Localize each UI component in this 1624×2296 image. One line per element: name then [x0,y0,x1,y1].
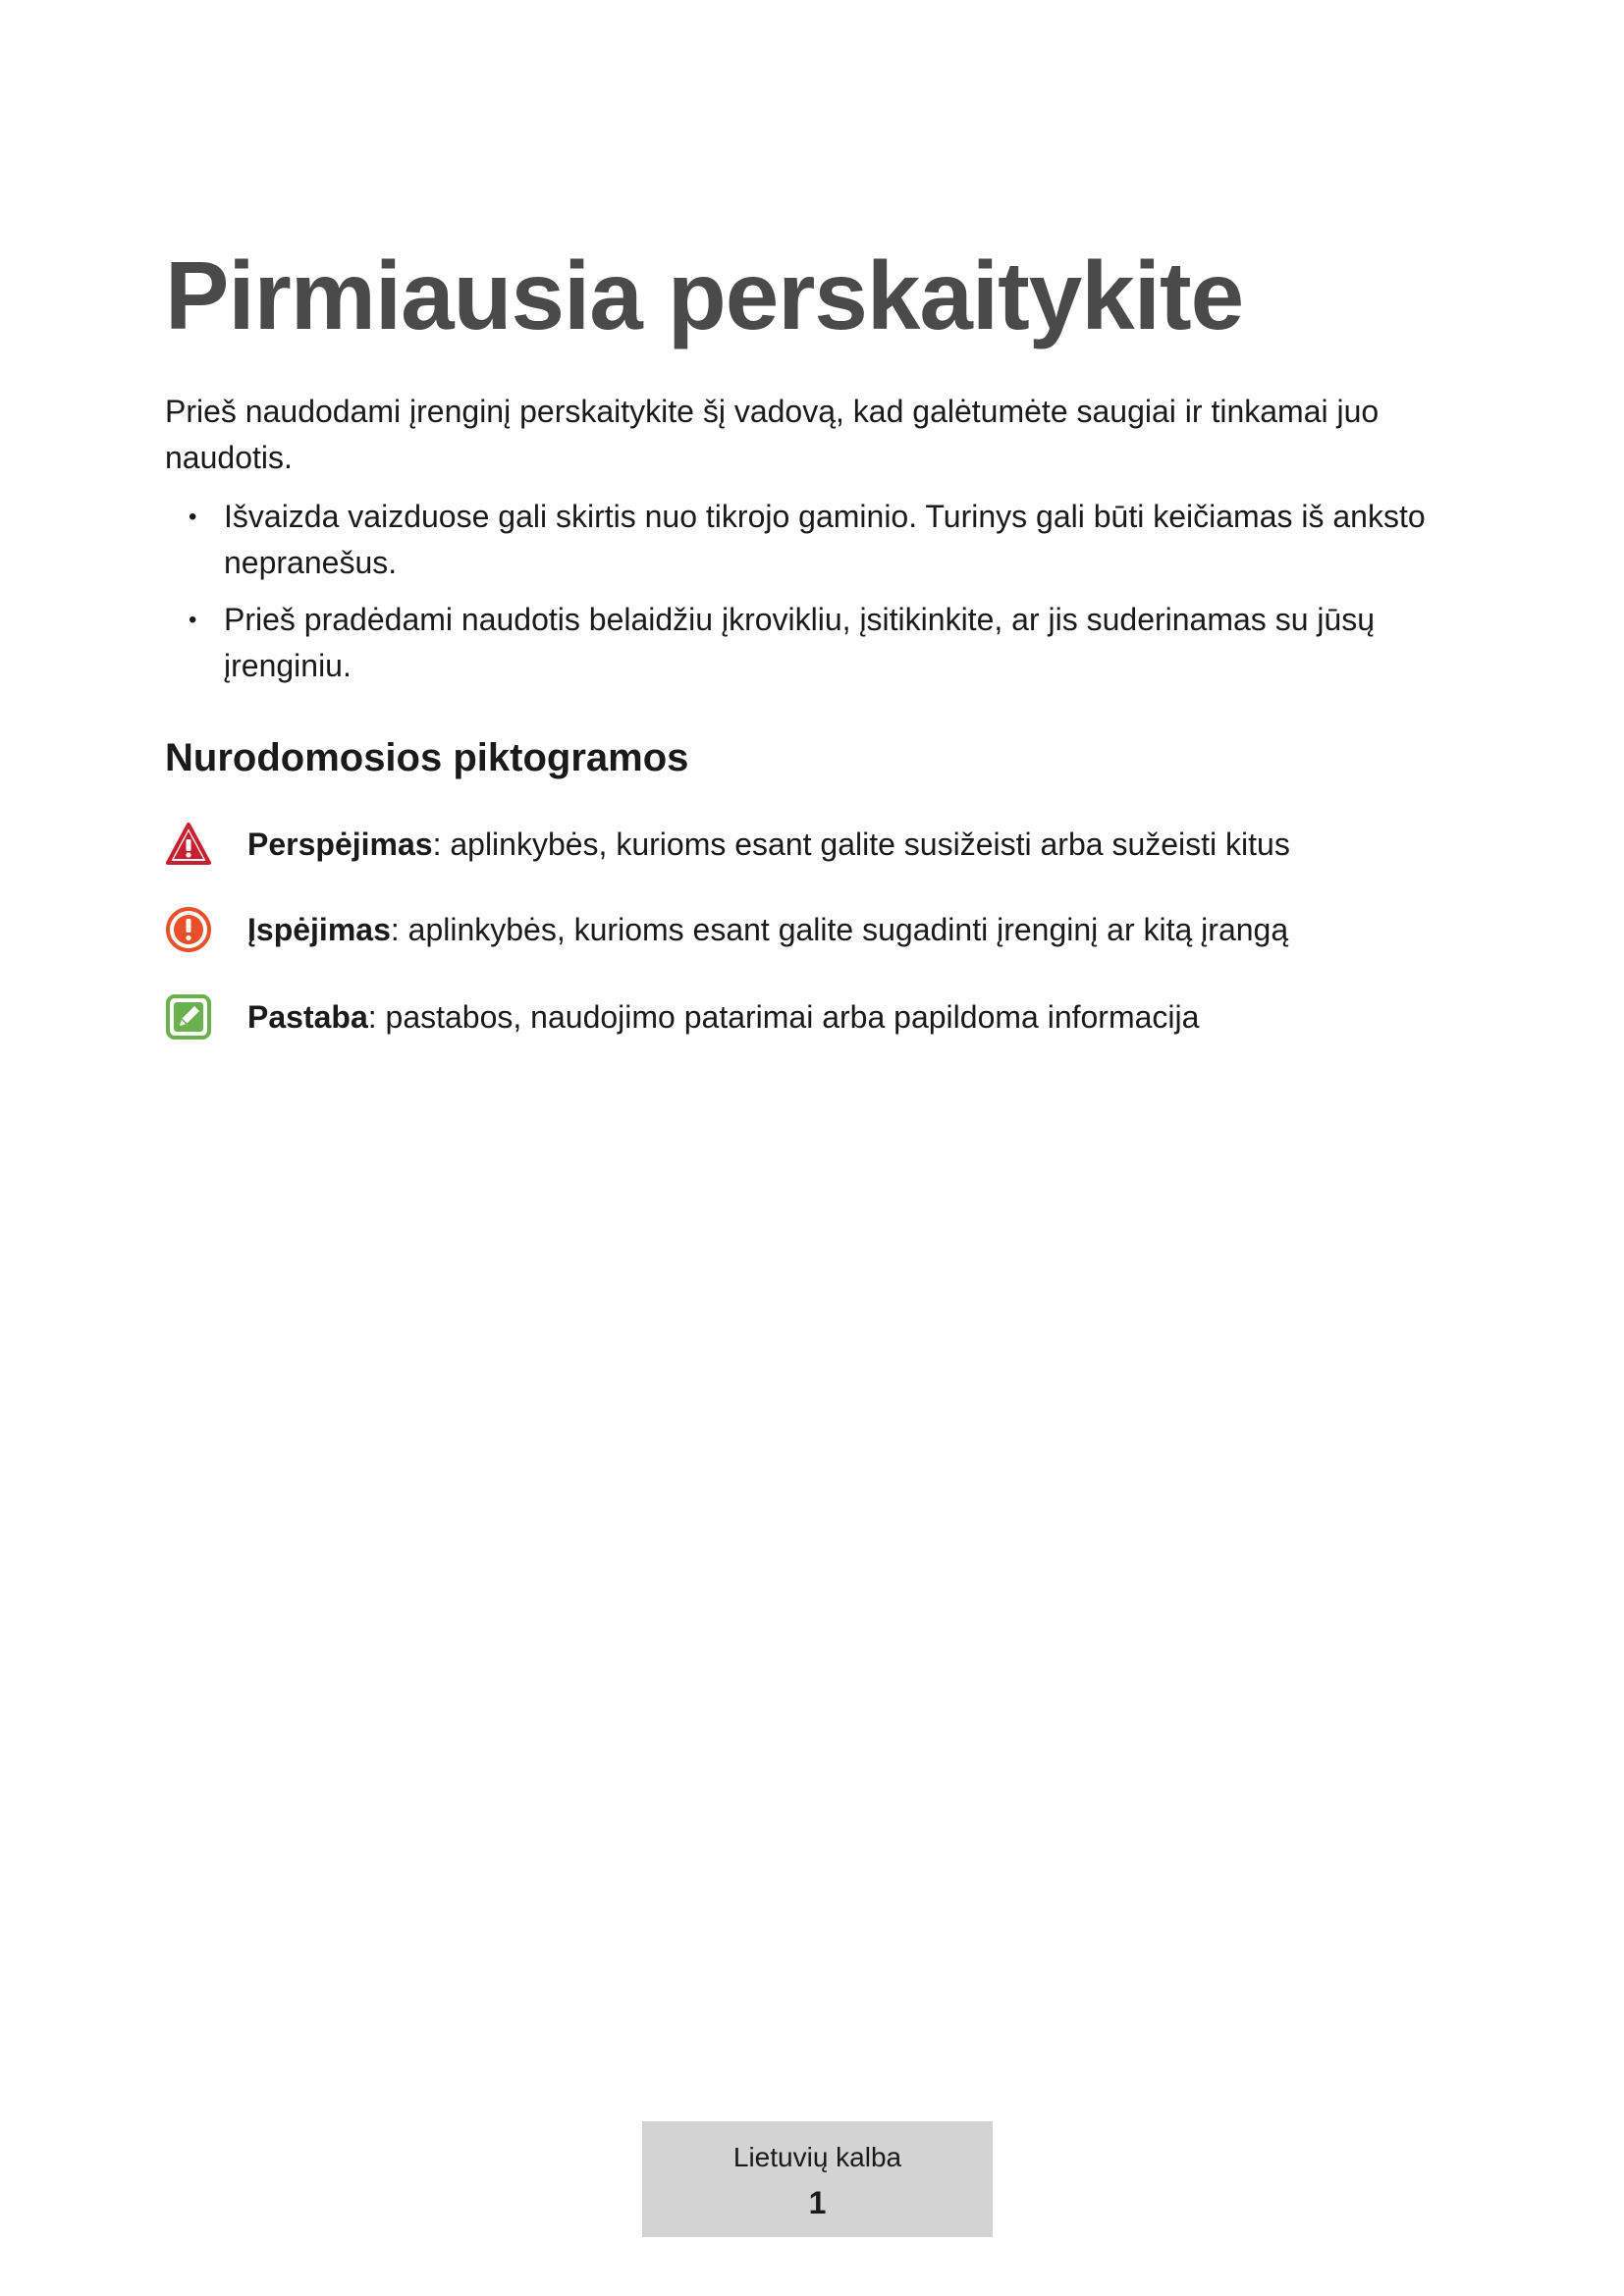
page-number: 1 [808,2185,827,2220]
icon-legend-note [165,991,1441,1042]
bullet-marker: • [189,607,197,633]
bullet-item [165,494,1471,586]
icon-legend-caution [165,904,1441,955]
legend-term: Perspėjimas [247,826,433,862]
legend-description: : pastabos, naudojimo patarimai arba papildoma informacija [367,998,1200,1035]
section-title: Nurodomosios piktogramos [165,736,689,779]
icon-legend-warning [165,819,1441,870]
legend-term: Pastaba [247,998,368,1035]
legend-description: : aplinkybės, kurioms esant galite sugadinti įrenginį ar kitą įrangą [390,911,1289,947]
legend-term: Įspėjimas [247,911,391,947]
note-pencil-icon [165,993,212,1041]
intro-paragraph: Prieš naudodami įrenginį perskaitykite šį vadovą, kad galėtumėte saugiai ir tinkamai juo naudotis. [165,394,1380,475]
footer-language: Lietuvių kalba [732,2142,902,2172]
caution-circle-icon [165,906,212,953]
legend-description: : aplinkybės, kurioms esant galite susižeisti arba sužeisti kitus [432,826,1290,862]
bullet-item [165,597,1471,689]
page-title: Pirmiausia perskaitykite [165,241,1244,349]
bullet-list [165,494,1471,700]
bullet-marker: • [189,504,197,530]
page-footer [642,2121,993,2237]
warning-triangle-icon [165,821,212,868]
bullet-text: Prieš pradėdami naudotis belaidžiu įkrovikliu, įsitikinkite, ar jis suderinamas su jūsų įrenginiu. [224,602,1376,683]
bullet-text: Išvaizda vaizduose gali skirtis nuo tikrojo gaminio. Turinys gali būti keičiamas iš anksto nepranešus. [224,499,1426,580]
